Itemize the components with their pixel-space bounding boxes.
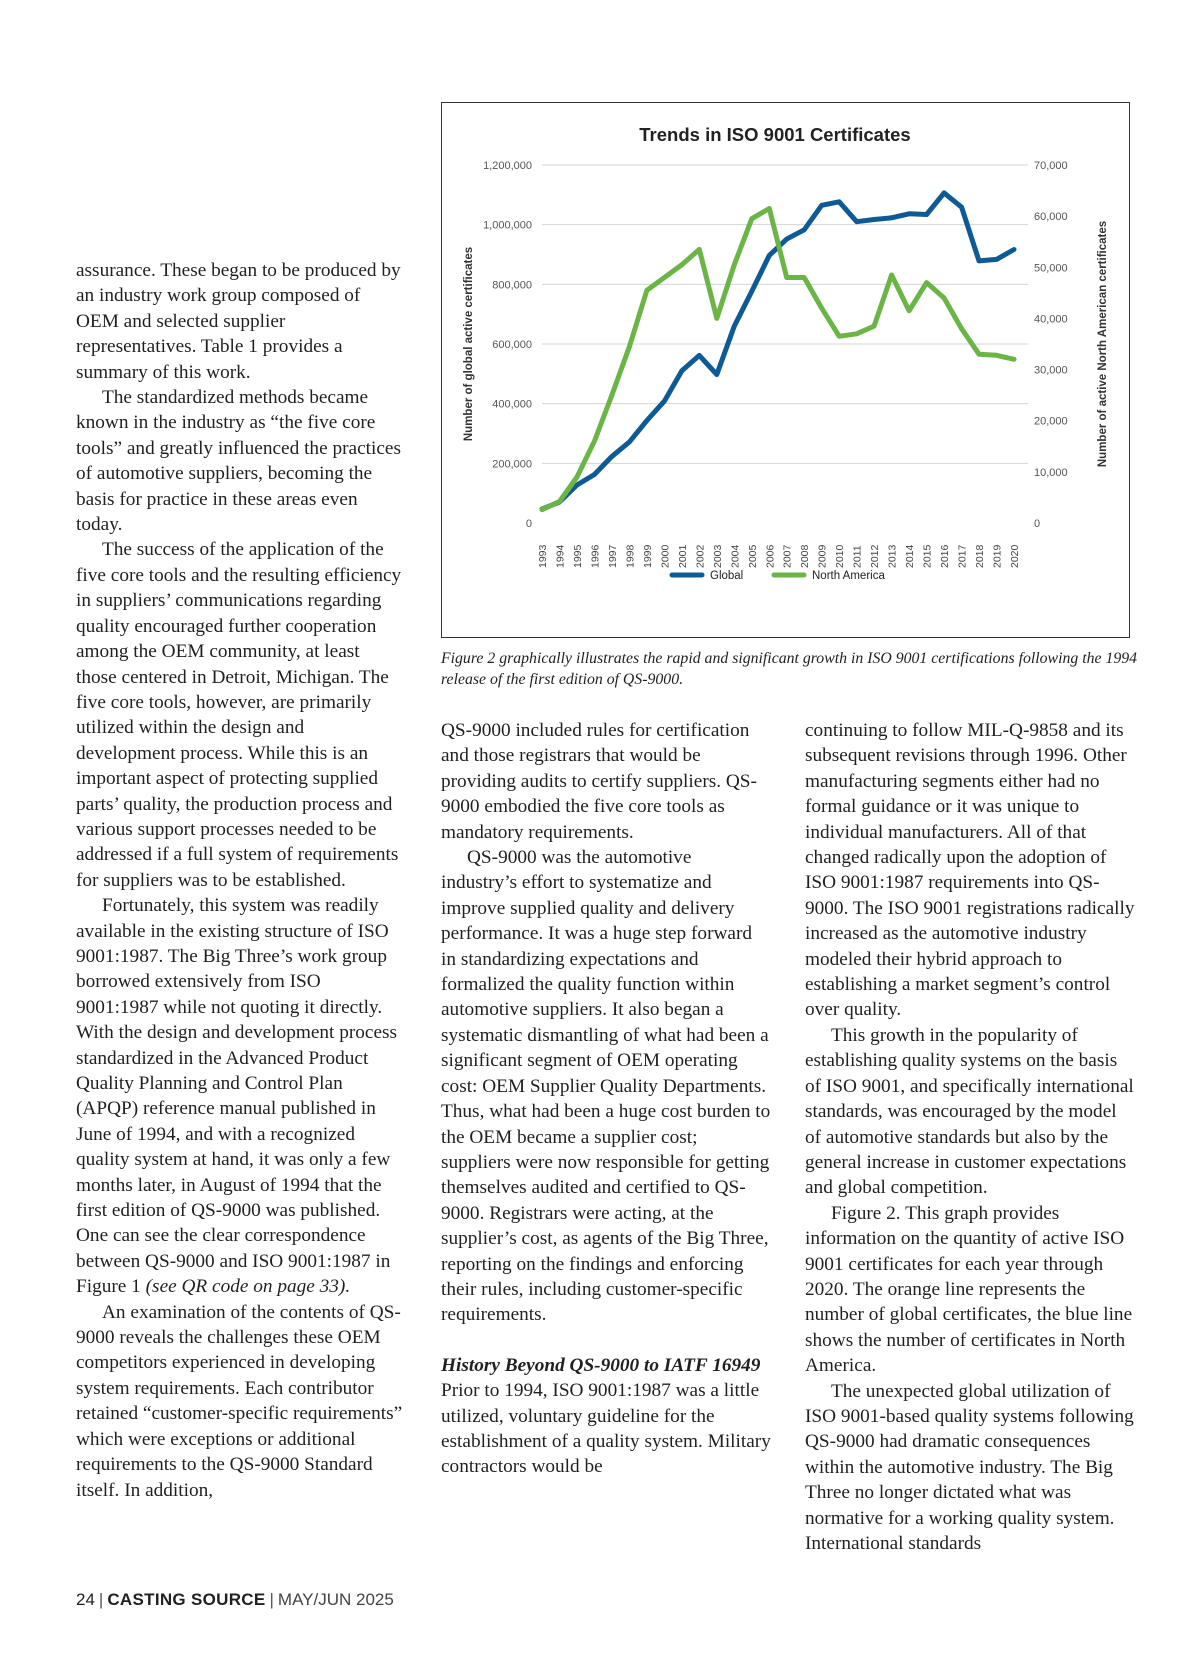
x-tick-label: 2002: [694, 544, 707, 568]
legend-label: North America: [812, 570, 885, 582]
y2-tick-label: 40,000: [1034, 313, 1068, 326]
paragraph: An examination of the contents of QS-9000 reveals the challenges these OEM competitors experienced in developing system requirements. Each contributor retained “customer-specific requirements” which were exceptions or additional requirements to the QS-9000 Standard itself. In addition,: [76, 1301, 403, 1501]
x-tick-label: 2005: [746, 544, 759, 568]
x-tick-label: 2010: [834, 544, 847, 568]
y2-tick-label: 20,000: [1034, 415, 1068, 428]
x-tick-label: 2013: [886, 544, 899, 568]
x-tick-label: 2011: [851, 545, 864, 568]
x-tick-label: 2016: [939, 544, 952, 568]
text-column-1: [76, 258, 404, 1503]
x-tick-label: 2019: [991, 544, 1004, 568]
paragraph: continuing to follow MIL-Q-9858 and its subsequent revisions through 1996. Other manufacturing segments either had no formal guidance or it was unique to individual manufacturers. All of that changed radically upon the adoption of ISO 9001:1987 requirements into QS-9000. The ISO 9001 registrations radically increased as the automotive industry modeled their hybrid approach to establishing a market segment’s control over quality.: [805, 720, 1135, 1021]
x-tick-label: 2004: [729, 544, 742, 568]
x-tick-label: 2007: [781, 544, 794, 568]
y-tick-label: 200,000: [492, 458, 532, 471]
paragraph: Figure 2. This graph provides information on the quantity of active ISO 9001 certificates for each year through 2020. The orange line represents the number of global certificates, the blue line shows the number of certificates in North America.: [805, 1202, 1133, 1377]
y2-axis-label: Number of active North American certificates: [1097, 220, 1109, 468]
paragraph: QS-9000 was the automotive industry’s effort to systematize and improve supplied quality and delivery performance. It was a huge step forward in standardizing expectations and formalized the quality function within automotive suppliers. It also began a systematic dismantling of what had been a significant segment of OEM operating cost: OEM Supplier Quality Departments. Thus, what had been a huge cost burden to the OEM became a supplier cost; suppliers were now responsible for getting themselves audited and certified to QS-9000. Registrars were acting, at the supplier’s cost, as agents of the Big Three, reporting on the findings and enforcing their rules, including customer-specific requirements.: [441, 847, 771, 1326]
y-tick-label: 800,000: [492, 279, 532, 292]
y-tick-label: 0: [525, 518, 532, 530]
text-column-3: [805, 718, 1135, 1556]
section-heading: History Beyond QS-9000 to IATF 16949: [441, 1354, 761, 1376]
figure-caption: Figure 2 graphically illustrates the rapid and significant growth in ISO 9001 certifications following the 1994 release of the first edition of QS-9000.: [441, 650, 1138, 688]
y-tick-label: 600,000: [492, 339, 532, 351]
y-tick-label: 400,000: [492, 398, 532, 411]
paragraph: The standardized methods became known in the industry as “the five core tools” and greatly influenced the practices of automotive suppliers, becoming the basis for practice in these areas even today.: [76, 387, 401, 536]
x-tick-label: 2012: [869, 544, 882, 568]
x-tick-label: 2001: [676, 544, 689, 568]
iso-trend-chart: [442, 103, 1128, 636]
paragraph: assurance. These began to be produced by an industry work group composed of OEM and selected supplier representatives. Table 1 provides a summary of this work.: [76, 260, 401, 383]
x-tick-label: 2000: [659, 544, 672, 568]
y2-tick-label: 30,000: [1034, 364, 1068, 377]
paragraph: Prior to 1994, ISO 9001:1987 was a little utilized, voluntary guideline for the establishment of a quality system. Military contractors would be: [441, 1380, 771, 1478]
chart-title: Trends in ISO 9001 Certificates: [639, 124, 911, 145]
paragraph: The unexpected global utilization of ISO 9001-based quality systems following QS-9000 had dramatic consequences within the automotive industry. The Big Three no longer dictated what was normative for a working quality system. International standards: [805, 1380, 1134, 1554]
x-tick-label: 2017: [956, 544, 969, 568]
y2-tick-label: 10,000: [1034, 466, 1068, 479]
x-tick-label: 2008: [799, 544, 812, 568]
x-tick-label: 2014: [904, 544, 917, 568]
x-tick-label: 2018: [974, 544, 987, 568]
x-tick-label: 2009: [816, 544, 829, 568]
text-column-2: [441, 718, 771, 1480]
x-tick-label: 2015: [921, 544, 934, 568]
y2-tick-label: 50,000: [1034, 262, 1068, 275]
y2-tick-label: 0: [1034, 518, 1041, 530]
series-line-north-america: [542, 209, 1014, 510]
y-tick-label: 1,200,000: [483, 160, 532, 172]
x-tick-label: 1993: [537, 544, 549, 568]
issue-date: MAY/JUN 2025: [277, 1590, 394, 1609]
x-tick-label: 2020: [1009, 544, 1021, 568]
paragraph: This growth in the popularity of establishing quality systems on the basis of ISO 9001, and specifically international standards, was encouraged by the model of automotive standards but also by the general increase in customer expectations and global competition.: [805, 1024, 1134, 1199]
y2-tick-label: 60,000: [1034, 211, 1068, 224]
x-tick-label: 1996: [589, 544, 602, 568]
magazine-name: CASTING SOURCE: [107, 1590, 266, 1609]
x-tick-label: 1994: [554, 544, 567, 568]
qr-reference: (see QR code on page 33).: [145, 1276, 351, 1298]
page-number: 24: [76, 1590, 95, 1609]
y-tick-label: 1,000,000: [483, 219, 532, 232]
x-tick-label: 2006: [764, 544, 777, 568]
paragraph: [76, 893, 404, 1300]
legend-label: Global: [710, 570, 744, 582]
x-tick-label: 1997: [606, 544, 619, 568]
paragraph: QS-9000 included rules for certification and those registrars that would be providing audits to certify suppliers. QS-9000 embodied the five core tools as mandatory requirements.: [441, 720, 757, 843]
paragraph: The success of the application of the five core tools and the resulting efficiency in suppliers’ communications regarding quality encouraged further cooperation among the OEM community, at least those centered in Detroit, Michigan. The five core tools, however, are primarily utilized within the design and development process. While this is an important aspect of protecting supplied parts’ quality, the production process and various support processes needed to be addressed if a full system of requirements for suppliers was to be established.: [76, 539, 402, 891]
x-tick-label: 1999: [641, 544, 654, 568]
page-footer: 24 | CASTING SOURCE | MAY/JUN 2025: [76, 1590, 394, 1609]
y2-tick-label: 70,000: [1034, 160, 1068, 172]
x-tick-label: 1995: [571, 544, 584, 568]
chart-container: [441, 102, 1130, 638]
x-tick-label: 1998: [624, 544, 637, 568]
y-axis-label: Number of global active certificates: [463, 246, 475, 442]
x-tick-label: 2003: [711, 544, 724, 568]
paragraph-text: Fortunately, this system was readily available in the existing structure of ISO 9001:1987. The Big Three’s work group borrowed extensively from ISO 9001:1987 while not quoting it directly. With the design and development process standardized in the Advanced Product Quality Planning and Control Plan (APQP) reference manual published in June of 1994, and with a recognized quality system at hand, it was only a few months later, in August of 1994 that the first edition of QS-9000 was published. One can see the clear correspondence between QS-9000 and ISO 9001:1987 in Figure 1: [76, 895, 398, 1298]
